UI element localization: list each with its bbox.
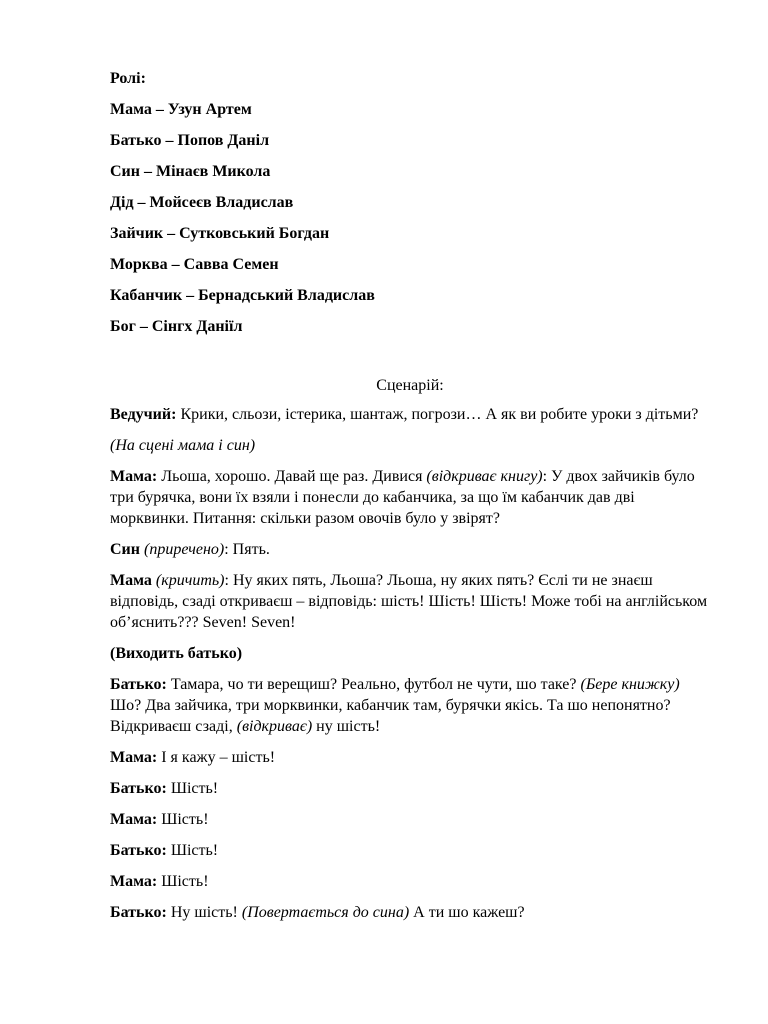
stage-direction: (Бере книжку): [580, 676, 680, 693]
speaker-name: Батько:: [110, 676, 167, 693]
dialogue-text: Шість!: [157, 873, 209, 890]
script-paragraph: [110, 840, 710, 861]
dialogue-text: Шість!: [157, 811, 209, 828]
script-paragraph: [110, 404, 710, 425]
dialogue-text: ну шість!: [312, 718, 381, 735]
dialogue-text: І я кажу – шість!: [157, 749, 276, 766]
speaker-name: Батько:: [110, 842, 167, 859]
stage-direction-paragraph: [110, 435, 710, 456]
script-paragraph: [110, 871, 710, 892]
dialogue-text: Крики, сльози, істерика, шантаж, погрози… А як ви робите уроки з дітьми?: [176, 406, 699, 423]
speaker-name: Мама:: [110, 811, 158, 828]
scenario-heading: Сценарій:: [376, 377, 444, 394]
dialogue-text: Льоша, хорошо. Давай ще раз. Дивися: [157, 468, 427, 485]
script-paragraph: [110, 747, 710, 768]
roles-heading: Ролі:: [110, 70, 146, 87]
speaker-name: Батько:: [110, 904, 167, 921]
stage-direction: (кричить): [151, 572, 225, 589]
stage-direction: (Повертається до сина): [241, 904, 410, 921]
speaker-name: Мама:: [110, 749, 158, 766]
dialogue-text: : Ну яких пять, Льоша? Льоша, ну яких пять? Єслі ти не знаєш відповідь, сзаді откриваєш – відповідь: шість! Шість! Шість! Може тобі на англійськом об’яснить??? Seven! Seven!: [110, 572, 708, 631]
speaker-name: Мама: [110, 572, 152, 589]
role-line: Мама – Узун Артем: [110, 101, 252, 118]
stage-direction: (приречено): [140, 541, 225, 558]
stage-direction-bold: (Виходить батько): [110, 645, 243, 662]
script-paragraph: [110, 809, 710, 830]
dialogue-text: : Пять.: [224, 541, 270, 558]
role-line: Дід – Мойсеєв Владислав: [110, 194, 294, 211]
script-paragraph: [110, 539, 710, 560]
role-line: Бог – Сінгх Даніїл: [110, 318, 243, 335]
stage-direction: (відкриває книгу): [426, 468, 543, 485]
dialogue-text: Тамара, чо ти верещиш? Реально, футбол не чути, шо таке?: [166, 676, 581, 693]
script-paragraph: [110, 466, 710, 529]
script-paragraph: [110, 778, 710, 799]
dialogue-text: : У двох зайчиків було три бурячка, вони їх взяли і понесли до кабанчика, за що їм кабанчик дав дві морквинки. Питання: скільки разом овочів було у звірят?: [110, 468, 695, 527]
dialogue-text: Шість!: [166, 842, 219, 859]
script-paragraph: [110, 570, 710, 633]
speaker-name: Син: [110, 541, 140, 558]
stage-direction: (На сцені мама і син): [110, 437, 256, 454]
stage-direction: (відкриває): [236, 718, 313, 735]
dialogue-text: Шо? Два зайчика, три морквинки, кабанчик там, бурячки якісь. Та шо непонятно? Відкриваєш сзаді,: [110, 697, 671, 735]
script-paragraph: [110, 674, 710, 737]
dialogue-text: Шість!: [166, 780, 219, 797]
dialogue-text: А ти шо кажеш?: [409, 904, 525, 921]
role-line: Кабанчик – Бернадський Владислав: [110, 287, 375, 304]
speaker-name: Батько:: [110, 780, 167, 797]
speaker-name: Мама:: [110, 468, 158, 485]
role-line: Зайчик – Сутковський Богдан: [110, 225, 330, 242]
role-line: Батько – Попов Даніл: [110, 132, 270, 149]
dialogue-text: Ну шість!: [166, 904, 242, 921]
speaker-name: Мама:: [110, 873, 158, 890]
role-line: Син – Мінаєв Микола: [110, 163, 271, 180]
speaker-name: Ведучий:: [110, 406, 177, 423]
script-paragraph: [110, 902, 710, 923]
document-page: [110, 68, 710, 933]
role-line: Морква – Савва Семен: [110, 256, 279, 273]
